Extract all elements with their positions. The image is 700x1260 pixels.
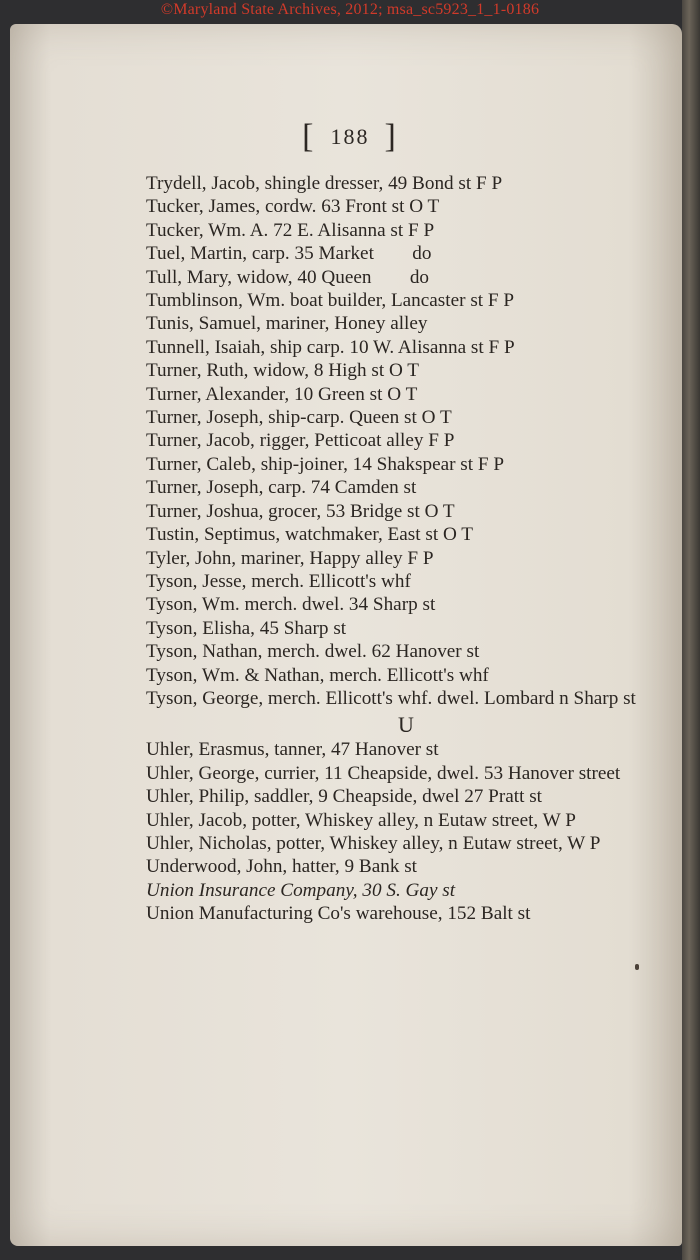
list-item: Tyler, John, mariner, Happy alley F P — [146, 547, 434, 569]
book-spine — [682, 0, 700, 1260]
list-item: Tyson, Wm. & Nathan, merch. Ellicott's whf — [146, 664, 489, 686]
list-item: Turner, Joseph, ship-carp. Queen st O T — [146, 407, 452, 429]
list-item: Tunis, Samuel, mariner, Honey alley — [146, 313, 428, 335]
list-item: Tyson, George, merch. Ellicott's whf. dwel. Lombard n Sharp st — [146, 687, 636, 709]
list-item: Tustin, Septimus, watchmaker, East st O T — [146, 524, 474, 546]
list-item: Turner, Jacob, rigger, Petticoat alley F P — [146, 430, 455, 452]
list-item: Tull, Mary, widow, 40 Queen do — [146, 266, 430, 288]
list-item: Union Insurance Company, 30 S. Gay st — [146, 879, 456, 901]
page-number: 188 — [330, 124, 370, 149]
list-item: Uhler, Erasmus, tanner, 47 Hanover st — [146, 739, 439, 761]
list-item: Tucker, James, cordw. 63 Front st O T — [146, 196, 440, 218]
section-letter-heading: U — [398, 712, 414, 738]
list-item: Uhler, George, currier, 11 Cheapside, dwel. 53 Hanover street — [146, 762, 621, 784]
archive-watermark: ©Maryland State Archives, 2012; msa_sc5923_1_1-0186 — [160, 1, 540, 18]
list-item: Tyson, Elisha, 45 Sharp st — [146, 617, 347, 639]
list-item: Tucker, Wm. A. 72 E. Alisanna st F P — [146, 219, 435, 241]
list-item: Underwood, John, hatter, 9 Bank st — [146, 856, 418, 878]
list-item: Uhler, Philip, saddler, 9 Cheapside, dwel 27 Pratt st — [146, 786, 543, 808]
list-item: Uhler, Jacob, potter, Whiskey alley, n Eutaw street, W P — [146, 809, 576, 831]
list-item: Tunnell, Isaiah, ship carp. 10 W. Alisanna st F P — [146, 336, 515, 358]
list-item: Uhler, Nicholas, potter, Whiskey alley, n Eutaw street, W P — [146, 832, 601, 854]
list-item: Turner, Joshua, grocer, 53 Bridge st O T — [146, 500, 455, 522]
list-item: Tyson, Nathan, merch. dwel. 62 Hanover st — [146, 641, 480, 663]
directory-entries — [146, 172, 666, 926]
list-item: Turner, Alexander, 10 Green st O T — [146, 383, 418, 405]
list-item: Turner, Caleb, ship-joiner, 14 Shakspear st F P — [146, 453, 505, 475]
page-number-bracket-open: [ — [302, 118, 316, 155]
list-item: Trydell, Jacob, shingle dresser, 49 Bond st F P — [146, 173, 503, 194]
list-item: Tuel, Martin, carp. 35 Market do — [146, 243, 432, 265]
ink-speck — [635, 964, 639, 970]
page-number-bracket-close: ] — [384, 118, 398, 155]
list-item: Union Manufacturing Co's warehouse, 152 Balt st — [146, 903, 531, 925]
list-item: Turner, Ruth, widow, 8 High st O T — [146, 360, 420, 382]
list-item: Tumblinson, Wm. boat builder, Lancaster st F P — [146, 290, 515, 312]
list-item: Turner, Joseph, carp. 74 Camden st — [146, 477, 417, 499]
list-item: Tyson, Jesse, merch. Ellicott's whf — [146, 570, 411, 592]
page-number-header — [0, 118, 700, 156]
list-item: Tyson, Wm. merch. dwel. 34 Sharp st — [146, 594, 436, 616]
